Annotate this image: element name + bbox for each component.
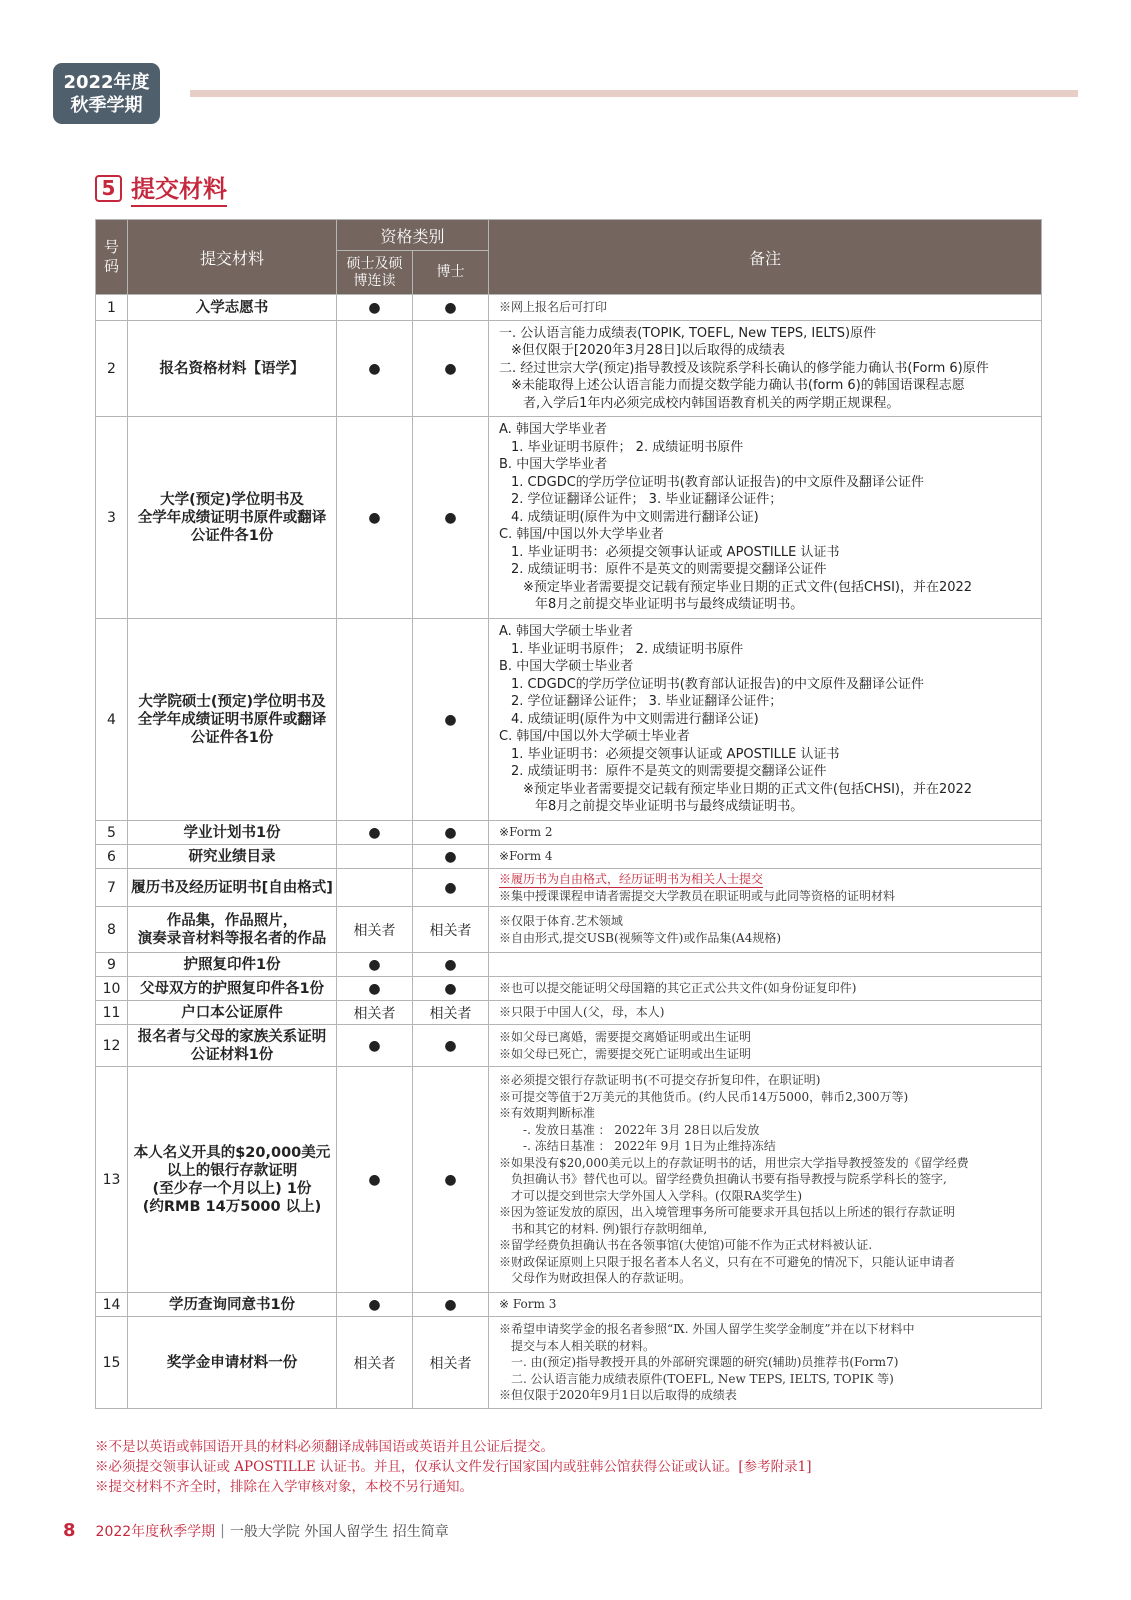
material-name (128, 1293, 337, 1317)
material-name (128, 845, 337, 869)
remark-line: C. 韩国/中国以外大学硕士毕业者 (499, 729, 690, 745)
footnote: ※必须提交领事认证或 APOSTILLE 认证书。并且，仅承认文件发行国家国内或驻韩公馆获得公证或认证。[参考附录1] (95, 1459, 812, 1475)
remark-line: ※如父母已死亡，需要提交死亡证明或出生证明 (499, 1046, 752, 1061)
remarks (489, 1001, 1042, 1025)
master-qualification: ● (337, 1067, 413, 1293)
material-name (128, 1001, 337, 1025)
remark-line: ※自由形式,提交USB(视频等文件)或作品集(A4规格) (499, 930, 782, 945)
remark-line: ※履历书为自由格式，经历证明书为相关人士提交 (499, 871, 763, 889)
doctor-qualification: ● (413, 1067, 489, 1293)
remark-line: 年8月之前提交毕业证明书与最终成绩证明书。 (535, 597, 804, 613)
remark-line: 负担确认书》替代也可以。留学经费负担确认书要有指导教授与院系学科长的签字, (511, 1172, 947, 1187)
header-material: 提交材料 (128, 220, 337, 295)
material-name (128, 977, 337, 1001)
badge-year: 2022年度 (63, 71, 150, 93)
material-name (128, 821, 337, 845)
remark-line: B. 中国大学毕业者 (499, 457, 608, 473)
row-number: 4 (96, 619, 128, 821)
doctor-qualification: ● (413, 1293, 489, 1317)
remark-line: ※ Form 3 (499, 1297, 557, 1312)
remark-line: 才可以提交到世宗大学外国人入学科。(仅限RA奖学生) (511, 1188, 803, 1203)
doctor-qualification: ● (413, 953, 489, 977)
remark-line: 1. CDGDC的学历学位证明书(教育部认证报告)的中文原件及翻译公证件 (511, 676, 924, 692)
remarks (489, 1317, 1042, 1409)
material-line: (至少存一个月以上) 1份 (152, 1180, 312, 1197)
remark-line: C. 韩国/中国以外大学毕业者 (499, 527, 664, 543)
row-number: 15 (96, 1317, 128, 1409)
doctor-qualification: 相关者 (413, 1317, 489, 1409)
remark-line: ※如父母已离婚，需要提交离婚证明或出生证明 (499, 1030, 752, 1044)
remark-line: 一. 公认语言能力成绩表(TOPIK, TOEFL, New TEPS, IELTS)原件 (499, 325, 877, 341)
page-number: 8 (63, 1520, 76, 1541)
table-row (96, 619, 1042, 821)
row-number: 8 (96, 907, 128, 953)
badge-term: 秋季学期 (70, 94, 143, 116)
remarks (489, 869, 1042, 907)
master-qualification: ● (337, 1293, 413, 1317)
remark-line: 二. 公认语言能力成绩表原件(TOEFL, New TEPS, IELTS, TOPIK 等) (511, 1371, 894, 1386)
row-number: 9 (96, 953, 128, 977)
remark-line: 年8月之前提交毕业证明书与最终成绩证明书。 (535, 799, 804, 815)
master-qualification: ● (337, 321, 413, 417)
remark-line: -. 冻结日基准 ： 2022年 9月 1日为止维持冻结 (523, 1139, 776, 1154)
table-row (96, 821, 1042, 845)
master-qualification: ● (337, 953, 413, 977)
table-row (96, 953, 1042, 977)
header-qualification: 资格类别 (337, 220, 489, 251)
master-qualification: 相关者 (337, 1317, 413, 1409)
table-row (96, 869, 1042, 907)
material-line: 全学年成绩证明书原件或翻译 (137, 509, 327, 526)
header-no: 号码 (96, 220, 128, 295)
row-number: 13 (96, 1067, 128, 1293)
row-number: 2 (96, 321, 128, 417)
table-row (96, 1317, 1042, 1409)
material-name (128, 1067, 337, 1293)
row-number: 1 (96, 295, 128, 321)
remark-line: ※因为签证发放的原因，出入境管理事务所可能要求开具包括以上所述的银行存款证明 (499, 1205, 956, 1220)
doctor-qualification: ● (413, 869, 489, 907)
remarks (489, 845, 1042, 869)
remark-line: ※Form 4 (499, 849, 553, 864)
material-line: 公证件各1份 (190, 527, 274, 544)
remark-line: 2. 成绩证明书：原件不是英文的则需要提交翻译公证件 (511, 562, 827, 578)
material-line: 学历查询同意书1份 (168, 1296, 296, 1313)
material-line: 报名资格材料【语学】 (159, 360, 305, 377)
table-row (96, 1025, 1042, 1067)
doctor-qualification: ● (413, 619, 489, 821)
material-line: 报名者与父母的家族关系证明 (137, 1028, 327, 1045)
table-row (96, 1293, 1042, 1317)
remark-line: 一. 由(预定)指导教授开具的外部研究课题的研究(辅助)员推荐书(Form7) (511, 1355, 899, 1370)
table-row (96, 845, 1042, 869)
row-number: 10 (96, 977, 128, 1001)
material-line: 公证材料1份 (190, 1046, 274, 1063)
row-number: 12 (96, 1025, 128, 1067)
remarks (489, 1067, 1042, 1293)
material-line: 大学院硕士(预定)学位明书及 (138, 693, 326, 710)
remark-line: ※只限于中国人(父，母，本人) (499, 1005, 665, 1020)
remark-line: ※留学经费负担确认书在各领事馆(大使馆)可能不作为正式材料被认证. (499, 1238, 873, 1253)
footer-separator: | (220, 1522, 225, 1539)
remark-line: 4. 成绩证明(原件为中文则需进行翻译公证) (511, 711, 759, 727)
remark-line: 2. 学位证翻译公证件； 3. 毕业证翻译公证件； (511, 694, 783, 710)
master-qualification (337, 869, 413, 907)
remark-line: 1. 毕业证明书：必须提交领事认证或 APOSTILLE 认证书 (511, 544, 840, 560)
table-row (96, 907, 1042, 953)
remark-line: 书和其它的材料. 例)银行存款明细单, (511, 1221, 708, 1236)
material-name (128, 1317, 337, 1409)
table-row (96, 417, 1042, 619)
material-line: 入学志愿书 (195, 299, 269, 316)
master-qualification: ● (337, 977, 413, 1001)
remark-line: ※Form 2 (499, 825, 553, 840)
material-name (128, 417, 337, 619)
header-doctor: 博士 (413, 251, 489, 295)
doctor-qualification: ● (413, 295, 489, 321)
doctor-qualification: 相关者 (413, 1001, 489, 1025)
remarks (489, 1025, 1042, 1067)
remark-line: 2. 成绩证明书：原件不是英文的则需要提交翻译公证件 (511, 764, 827, 780)
master-qualification: 相关者 (337, 907, 413, 953)
material-name (128, 953, 337, 977)
remark-line: 1. 毕业证明书原件； 2. 成绩证明书原件 (511, 641, 744, 657)
remark-line: 二. 经过世宗大学(预定)指导教授及该院系学科长确认的修学能力确认书(Form 6)原件 (499, 360, 989, 376)
material-line: (约RMB 14万5000 以上) (142, 1198, 322, 1215)
remark-line: ※集中授课课程申请者需提交大学教员在职证明或与此同等资格的证明材料 (499, 889, 896, 903)
doctor-qualification: ● (413, 1025, 489, 1067)
row-number: 11 (96, 1001, 128, 1025)
material-line: 公证件各1份 (190, 729, 274, 746)
remark-line: 1. 毕业证明书：必须提交领事认证或 APOSTILLE 认证书 (511, 746, 840, 762)
remark-line: ※可提交等值于2万美元的其他货币。(约人民币14万5000，韩币2,300万等) (499, 1089, 909, 1104)
footer-title: 一般大学院 外国人留学生 招生简章 (229, 1523, 449, 1540)
row-number: 14 (96, 1293, 128, 1317)
remarks (489, 977, 1042, 1001)
footer-semester: 2022年度秋季学期 (95, 1523, 216, 1540)
remark-line: 4. 成绩证明(原件为中文则需进行翻译公证) (511, 509, 759, 525)
row-number: 5 (96, 821, 128, 845)
remark-line: ※但仅限于[2020年3月28日]以后取得的成绩表 (511, 343, 785, 359)
remarks (489, 1293, 1042, 1317)
remarks (489, 321, 1042, 417)
material-line: 父母双方的护照复印件各1份 (139, 980, 325, 997)
doctor-qualification: ● (413, 845, 489, 869)
material-line: 全学年成绩证明书原件或翻译 (137, 711, 327, 728)
master-qualification: 相关者 (337, 1001, 413, 1025)
row-number: 3 (96, 417, 128, 619)
section-number: 5 (95, 175, 122, 202)
doctor-qualification: ● (413, 977, 489, 1001)
header-remarks: 备注 (489, 220, 1042, 295)
header-master: 硕士及硕博连读 (337, 251, 413, 295)
remarks (489, 417, 1042, 619)
table-row (96, 1001, 1042, 1025)
table-row (96, 321, 1042, 417)
material-line: 学业计划书1份 (183, 824, 281, 841)
remark-line: ※预定毕业者需要提交记载有预定毕业日期的正式文件(包括CHSI)，并在2022 (523, 579, 973, 595)
material-line: 演奏录音材料等报名者的作品 (137, 930, 327, 947)
table-row (96, 1067, 1042, 1293)
material-line: 以上的银行存款证明 (166, 1162, 298, 1179)
material-line: 护照复印件1份 (183, 956, 281, 973)
materials-table (95, 219, 1042, 1409)
footnote: ※提交材料不齐全时，排除在入学审核对象，本校不另行通知。 (95, 1479, 473, 1495)
remark-line: 1. CDGDC的学历学位证明书(教育部认证报告)的中文原件及翻译公证件 (511, 474, 924, 490)
remark-line: ※也可以提交能证明父母国籍的其它正式公共文件(如身份证复印件) (499, 981, 857, 996)
material-name (128, 619, 337, 821)
semester-badge (53, 63, 160, 124)
material-line: 户口本公证原件 (181, 1004, 283, 1021)
master-qualification (337, 845, 413, 869)
remark-line: -. 发放日基准 ： 2022年 3月 28日以后发放 (523, 1122, 760, 1137)
material-line: 作品集，作品照片， (166, 912, 298, 929)
page-footer (63, 1520, 449, 1541)
doctor-qualification: ● (413, 821, 489, 845)
table-row (96, 295, 1042, 321)
remark-line: ※希望申请奖学金的报名者参照“Ⅸ. 外国人留学生奖学金制度”并在以下材料中 (499, 1322, 915, 1337)
remark-line: ※仅限于体育.艺术领域 (499, 914, 623, 928)
doctor-qualification: 相关者 (413, 907, 489, 953)
remark-line: 1. 毕业证明书原件； 2. 成绩证明书原件 (511, 439, 744, 455)
remark-line: ※有效期判断标准 (499, 1106, 596, 1121)
remark-line: A. 韩国大学硕士毕业者 (499, 624, 633, 640)
remark-line: ※财政保证原则上只限于报名者本人名义，只有在不可避免的情况下，只能认证申请者 (499, 1254, 956, 1269)
row-number: 7 (96, 869, 128, 907)
remark-line: 提交与本人相关联的材料。 (511, 1338, 656, 1353)
remarks (489, 619, 1042, 821)
material-name (128, 321, 337, 417)
remarks (489, 907, 1042, 953)
remark-line: ※预定毕业者需要提交记载有预定毕业日期的正式文件(包括CHSI)，并在2022 (523, 781, 973, 797)
material-name (128, 1025, 337, 1067)
master-qualification (337, 619, 413, 821)
header-rule (190, 90, 1078, 97)
remark-line: B. 中国大学硕士毕业者 (499, 659, 634, 675)
material-line: 大学(预定)学位明书及 (160, 491, 304, 508)
remark-line: ※未能取得上述公认语言能力而提交数学能力确认书(form 6)的韩国语课程志愿 (511, 378, 965, 394)
remark-line: A. 韩国大学毕业者 (499, 422, 607, 438)
remark-line: 者,入学后1年内必须完成校内韩国语教育机关的两学期正规课程。 (523, 395, 900, 411)
footnotes (95, 1437, 811, 1497)
doctor-qualification: ● (413, 417, 489, 619)
remarks (489, 953, 1042, 977)
material-line: 奖学金申请材料一份 (166, 1354, 298, 1371)
material-line: 研究业绩目录 (188, 848, 276, 865)
table-row (96, 977, 1042, 1001)
material-name (128, 869, 337, 907)
remark-line: ※网上报名后可打印 (499, 300, 608, 315)
remarks (489, 295, 1042, 321)
remark-line: ※如果没有$20,000美元以上的存款证明书的话，用世宗大学指导教授签发的《留学经费 (499, 1155, 969, 1170)
master-qualification: ● (337, 1025, 413, 1067)
master-qualification: ● (337, 417, 413, 619)
row-number: 6 (96, 845, 128, 869)
material-name (128, 907, 337, 953)
section-title: 提交材料 (131, 169, 227, 207)
doctor-qualification: ● (413, 321, 489, 417)
remarks (489, 821, 1042, 845)
remark-line: 2. 学位证翻译公证件； 3. 毕业证翻译公证件； (511, 492, 783, 508)
remark-line: 父母作为财政担保人的存款证明。 (511, 1271, 692, 1286)
material-name (128, 295, 337, 321)
footnote: ※不是以英语或韩国语开具的材料必须翻译成韩国语或英语并且公证后提交。 (95, 1439, 554, 1455)
material-line: 本人名义开具的$20,000美元 (133, 1144, 331, 1161)
master-qualification: ● (337, 295, 413, 321)
master-qualification: ● (337, 821, 413, 845)
section-heading (95, 169, 227, 207)
remark-line: ※必须提交银行存款证明书(不可提交存折复印件，在职证明) (499, 1073, 821, 1088)
remark-line: ※但仅限于2020年9月1日以后取得的成绩表 (499, 1388, 737, 1403)
material-line: 履历书及经历证明书[自由格式] (131, 879, 333, 896)
